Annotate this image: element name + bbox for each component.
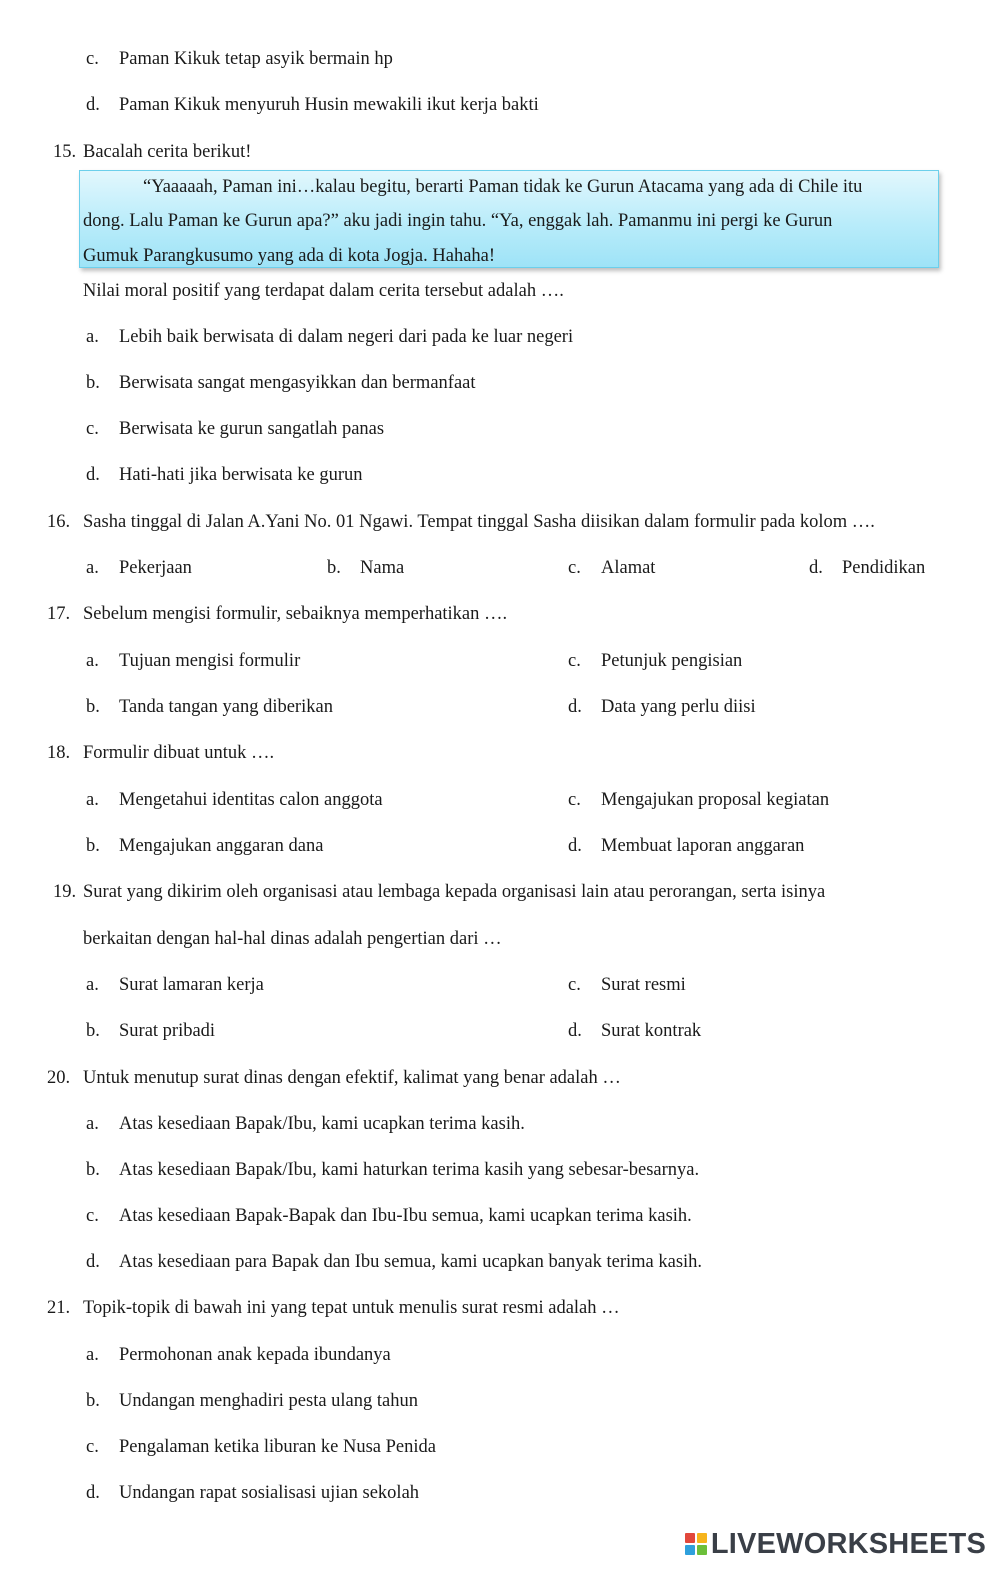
option-letter: a. — [86, 651, 99, 671]
q19-option-a — [86, 974, 264, 996]
option-text: Pendidikan — [842, 558, 926, 578]
option-letter: a. — [86, 558, 99, 578]
option-letter: d. — [86, 465, 100, 485]
option-text: Hati-hati jika berwisata ke gurun — [119, 465, 363, 485]
option-letter: a. — [86, 327, 99, 347]
option-text: Lebih baik berwisata di dalam negeri dari pada ke luar negeri — [119, 327, 574, 347]
option-text: Nama — [360, 558, 405, 578]
story-line: Gumuk Parangkusumo yang ada di kota Jogja. Hahaha! — [83, 246, 496, 266]
q19-option-c — [568, 974, 686, 996]
q20-option-b — [86, 1159, 700, 1181]
q20-option-a — [86, 1113, 525, 1135]
q17-option-d — [568, 696, 756, 718]
q15-option-a — [86, 326, 574, 348]
option-letter: a. — [86, 1114, 99, 1134]
option-letter: d. — [568, 1021, 582, 1041]
q15-option-b — [86, 372, 476, 394]
option-letter: d. — [86, 1483, 100, 1503]
option-letter: c. — [568, 975, 581, 995]
liveworksheets-logo[interactable] — [685, 1527, 986, 1561]
option-text: Berwisata sangat mengasyikkan dan bermanfaat — [119, 373, 476, 393]
option-text: Atas kesediaan Bapak/Ibu, kami haturkan terima kasih yang sebesar-besarnya. — [119, 1160, 700, 1180]
option-letter: d. — [86, 95, 100, 115]
option-letter: c. — [86, 49, 99, 69]
option-letter: a. — [86, 1345, 99, 1365]
q16-number: 16. — [47, 512, 71, 532]
option-letter: c. — [568, 558, 581, 578]
q21-question: Topik-topik di bawah ini yang tepat untuk menulis surat resmi adalah … — [83, 1298, 620, 1318]
q15-option-c — [86, 418, 385, 440]
option-text: Atas kesediaan para Bapak dan Ibu semua, kami ucapkan banyak terima kasih. — [119, 1252, 703, 1272]
option-text: Surat resmi — [601, 975, 686, 995]
q15-question: Nilai moral positif yang terdapat dalam cerita tersebut adalah …. — [83, 281, 564, 301]
option-letter: b. — [86, 1021, 100, 1041]
q18-option-c — [568, 789, 830, 811]
q20-option-d — [86, 1251, 703, 1273]
option-letter: c. — [86, 1437, 99, 1457]
q17-number: 17. — [47, 604, 71, 624]
logo-tile — [685, 1533, 695, 1543]
q15-prompt: Bacalah cerita berikut! — [83, 142, 252, 162]
option-text: Undangan menghadiri pesta ulang tahun — [119, 1391, 418, 1411]
story-box — [79, 170, 939, 268]
option-text: Pengalaman ketika liburan ke Nusa Penida — [119, 1437, 436, 1457]
option-text: Mengajukan proposal kegiatan — [601, 790, 830, 810]
q14-option-d — [86, 94, 539, 116]
option-letter: b. — [327, 558, 341, 578]
option-letter: a. — [86, 790, 99, 810]
q19-option-d — [568, 1020, 702, 1042]
option-text: Surat lamaran kerja — [119, 975, 264, 995]
option-letter: d. — [568, 697, 582, 717]
option-text: Mengetahui identitas calon anggota — [119, 790, 383, 810]
option-text: Atas kesediaan Bapak/Ibu, kami ucapkan terima kasih. — [119, 1114, 525, 1134]
option-letter: b. — [86, 697, 100, 717]
option-text: Surat pribadi — [119, 1021, 216, 1041]
option-letter: b. — [86, 1391, 100, 1411]
q18-option-a — [86, 789, 383, 811]
option-text: Data yang perlu diisi — [601, 697, 756, 717]
q15-option-d — [86, 464, 363, 486]
option-letter: d. — [568, 836, 582, 856]
option-text: Surat kontrak — [601, 1021, 702, 1041]
option-text: Atas kesediaan Bapak-Bapak dan Ibu-Ibu semua, kami ucapkan terima kasih. — [119, 1206, 692, 1226]
q21-option-d — [86, 1482, 420, 1504]
q17-option-b — [86, 696, 333, 718]
q17-option-a — [86, 650, 301, 672]
option-text: Undangan rapat sosialisasi ujian sekolah — [119, 1483, 420, 1503]
q17-option-c — [568, 650, 743, 672]
option-text: Tanda tangan yang diberikan — [119, 697, 333, 717]
q16-option-a — [86, 557, 192, 579]
option-letter: c. — [86, 1206, 99, 1226]
q19-number: 19. — [53, 882, 77, 902]
logo-tile — [697, 1533, 707, 1543]
q19-question-line2: berkaitan dengan hal-hal dinas adalah pengertian dari … — [83, 929, 502, 949]
q16-option-b — [327, 557, 405, 579]
option-text: Berwisata ke gurun sangatlah panas — [119, 419, 385, 439]
option-letter: b. — [86, 373, 100, 393]
q20-question: Untuk menutup surat dinas dengan efektif, kalimat yang benar adalah … — [83, 1068, 621, 1088]
option-letter: d. — [86, 1252, 100, 1272]
option-letter: b. — [86, 836, 100, 856]
option-text: Pekerjaan — [119, 558, 192, 578]
q19-question-line1: Surat yang dikirim oleh organisasi atau lembaga kepada organisasi lain atau perorangan, serta isinya — [83, 882, 826, 902]
option-letter: c. — [568, 651, 581, 671]
q18-question: Formulir dibuat untuk …. — [83, 743, 275, 763]
q21-option-c — [86, 1436, 436, 1458]
logo-grid-icon — [685, 1533, 707, 1555]
option-text: Petunjuk pengisian — [601, 651, 743, 671]
q21-number: 21. — [47, 1298, 71, 1318]
q17-question: Sebelum mengisi formulir, sebaiknya memperhatikan …. — [83, 604, 508, 624]
q16-question: Sasha tinggal di Jalan A.Yani No. 01 Ngawi. Tempat tinggal Sasha diisikan dalam formulir pada kolom …. — [83, 512, 875, 532]
option-text: Permohonan anak kepada ibundanya — [119, 1345, 391, 1365]
story-line: “Yaaaaah, Paman ini…kalau begitu, berarti Paman tidak ke Gurun Atacama yang ada di Chile itu — [143, 177, 863, 197]
q15-number: 15. — [53, 142, 77, 162]
option-letter: c. — [86, 419, 99, 439]
logo-tile — [697, 1545, 707, 1555]
q16-option-c — [568, 557, 656, 579]
story-line: dong. Lalu Paman ke Gurun apa?” aku jadi ingin tahu. “Ya, enggak lah. Pamanmu ini pergi ke Gurun — [83, 211, 833, 231]
option-letter: a. — [86, 975, 99, 995]
option-text: Membuat laporan anggaran — [601, 836, 805, 856]
q20-number: 20. — [47, 1068, 71, 1088]
option-letter: c. — [568, 790, 581, 810]
q20-option-c — [86, 1205, 692, 1227]
option-text: Paman Kikuk tetap asyik bermain hp — [119, 49, 393, 69]
option-text: Mengajukan anggaran dana — [119, 836, 324, 856]
option-letter: d. — [809, 558, 823, 578]
q19-option-b — [86, 1020, 216, 1042]
q21-option-a — [86, 1344, 391, 1366]
q21-option-b — [86, 1390, 418, 1412]
logo-tile — [685, 1545, 695, 1555]
q18-option-d — [568, 835, 805, 857]
logo-text: LIVEWORKSHEETS — [710, 1527, 986, 1560]
q18-number: 18. — [47, 743, 71, 763]
q18-option-b — [86, 835, 324, 857]
q16-option-d — [809, 557, 926, 579]
option-text: Paman Kikuk menyuruh Husin mewakili ikut kerja bakti — [119, 95, 539, 115]
option-text: Tujuan mengisi formulir — [119, 651, 301, 671]
option-text: Alamat — [601, 558, 656, 578]
option-letter: b. — [86, 1160, 100, 1180]
q14-option-c — [86, 48, 393, 70]
